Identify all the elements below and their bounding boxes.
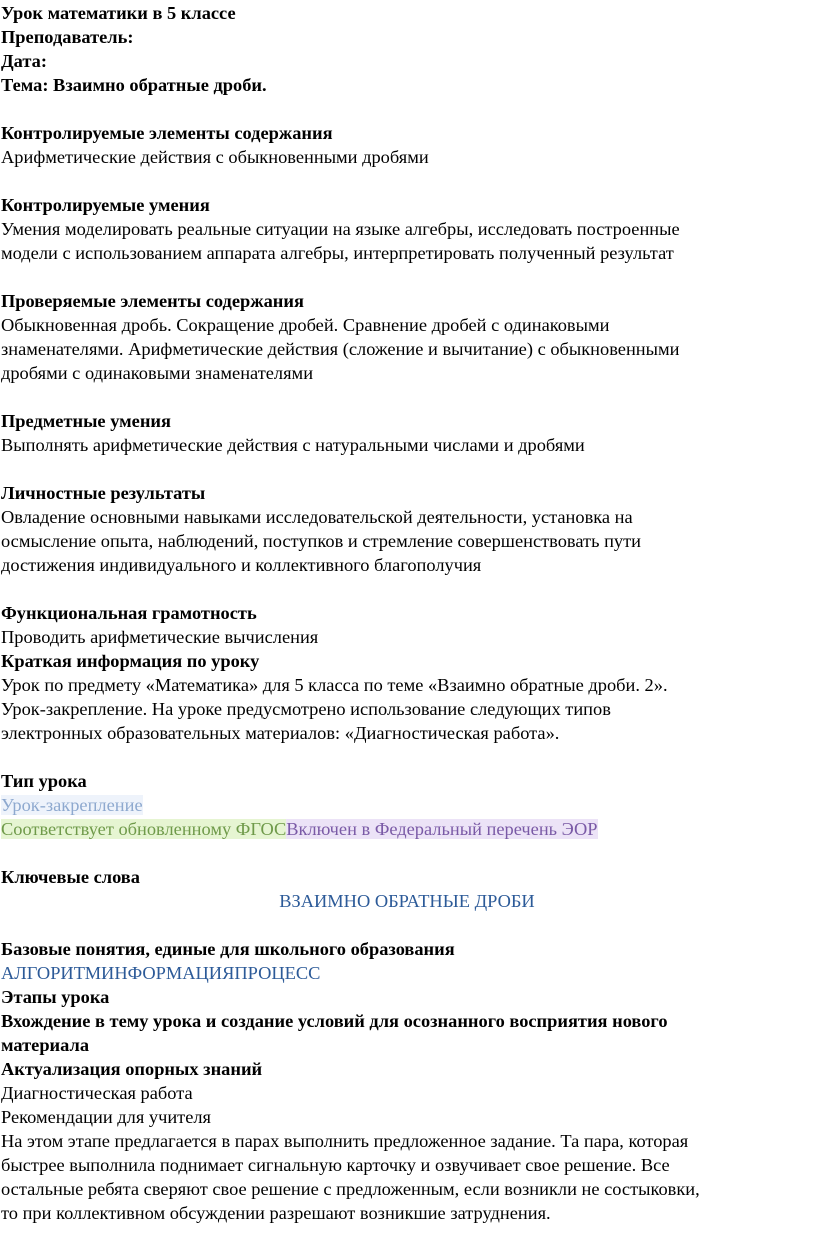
- functional-literacy-text: Проводить арифметические вычисления: [1, 627, 319, 647]
- keywords-heading: Ключевые слова: [1, 867, 140, 887]
- teacher-label: Преподаватель:: [1, 27, 134, 47]
- text-line: достижения индивидуального и коллективного благополучия: [1, 555, 482, 575]
- text-line: электронных образовательных материалов: «Диагностическая работа».: [1, 723, 560, 743]
- teacher-recommendations-text: [1, 1129, 813, 1225]
- diagnostic-work: Диагностическая работа: [1, 1083, 193, 1103]
- lesson-type-heading: Тип урока: [1, 771, 87, 791]
- document-page: [1, 1, 813, 1225]
- lesson-type-tag[interactable]: Урок-закрепление: [1, 795, 143, 815]
- controlled-content-text: Арифметические действия с обыкновенными дробями: [1, 147, 429, 167]
- spacer: [1, 577, 813, 601]
- keyword-link[interactable]: ВЗАИМНО ОБРАТНЫЕ ДРОБИ: [279, 891, 535, 911]
- text-line: остальные ребята сверяют свое решение с предложенным, если возникли не состыковки,: [1, 1179, 700, 1199]
- text-line: то при коллективном обсуждении разрешают возникшие затруднения.: [1, 1203, 551, 1223]
- text-line: материала: [1, 1035, 90, 1055]
- stage-title: [1, 1009, 813, 1057]
- controlled-skills-heading: Контролируемые умения: [1, 195, 210, 215]
- spacer: [1, 169, 813, 193]
- checked-content-heading: Проверяемые элементы содержания: [1, 291, 304, 311]
- controlled-content-heading: Контролируемые элементы содержания: [1, 123, 333, 143]
- controlled-skills-text: [1, 217, 813, 265]
- lesson-tags-row: [1, 817, 813, 841]
- stages-heading: Этапы урока: [1, 987, 110, 1007]
- text-line: быстрее выполнила поднимает сигнальную карточку и озвучивает свое решение. Все: [1, 1155, 670, 1175]
- spacer: [1, 745, 813, 769]
- lesson-type-row: [1, 793, 813, 817]
- personal-results-text: [1, 505, 813, 577]
- spacer: [1, 97, 813, 121]
- text-line: Овладение основными навыками исследовательской деятельности, установка на: [1, 507, 633, 527]
- checked-content-text: [1, 313, 813, 385]
- base-concepts-links[interactable]: АЛГОРИТМИНФОРМАЦИЯПРОЦЕСС: [1, 963, 321, 983]
- lesson-title: Урок математики в 5 классе: [1, 3, 236, 23]
- text-line: Вхождение в тему урока и создание условий для осознанного восприятия нового: [1, 1011, 668, 1031]
- date-label: Дата:: [1, 51, 47, 71]
- substage-title: Актуализация опорных знаний: [1, 1059, 263, 1079]
- functional-literacy-heading: Функциональная грамотность: [1, 603, 257, 623]
- text-line: Обыкновенная дробь. Сокращение дробей. Сравнение дробей с одинаковыми: [1, 315, 610, 335]
- text-line: осмысление опыта, наблюдений, поступков и стремление совершенствовать пути: [1, 531, 641, 551]
- brief-info-heading: Краткая информация по уроку: [1, 651, 260, 671]
- text-line: На этом этапе предлагается в парах выполнить предложенное задание. Та пара, которая: [1, 1131, 689, 1151]
- text-line: знаменателями. Арифметические действия (сложение и вычитание) с обыкновенными: [1, 339, 680, 359]
- spacer: [1, 265, 813, 289]
- topic-title: Тема: Взаимно обратные дроби.: [1, 75, 267, 95]
- spacer: [1, 841, 813, 865]
- subject-skills-heading: Предметные умения: [1, 411, 171, 431]
- text-line: Урок-закрепление. На уроке предусмотрено использование следующих типов: [1, 699, 611, 719]
- brief-info-text: [1, 673, 813, 745]
- spacer: [1, 457, 813, 481]
- spacer: [1, 385, 813, 409]
- personal-results-heading: Личностные результаты: [1, 483, 206, 503]
- eor-tag[interactable]: Включен в Федеральный перечень ЭОР: [286, 819, 598, 839]
- text-line: Урок по предмету «Математика» для 5 класса по теме «Взаимно обратные дроби. 2».: [1, 675, 668, 695]
- teacher-recommendations-label: Рекомендации для учителя: [1, 1107, 211, 1127]
- fgos-tag[interactable]: Соответствует обновленному ФГОС: [1, 819, 287, 839]
- base-concepts-heading: Базовые понятия, единые для школьного образования: [1, 939, 455, 959]
- text-line: модели с использованием аппарата алгебры, интерпретировать полученный результат: [1, 243, 674, 263]
- subject-skills-text: Выполнять арифметические действия с натуральными числами и дробями: [1, 435, 585, 455]
- text-line: дробями с одинаковыми знаменателями: [1, 363, 314, 383]
- text-line: Умения моделировать реальные ситуации на языке алгебры, исследовать построенные: [1, 219, 680, 239]
- spacer: [1, 913, 813, 937]
